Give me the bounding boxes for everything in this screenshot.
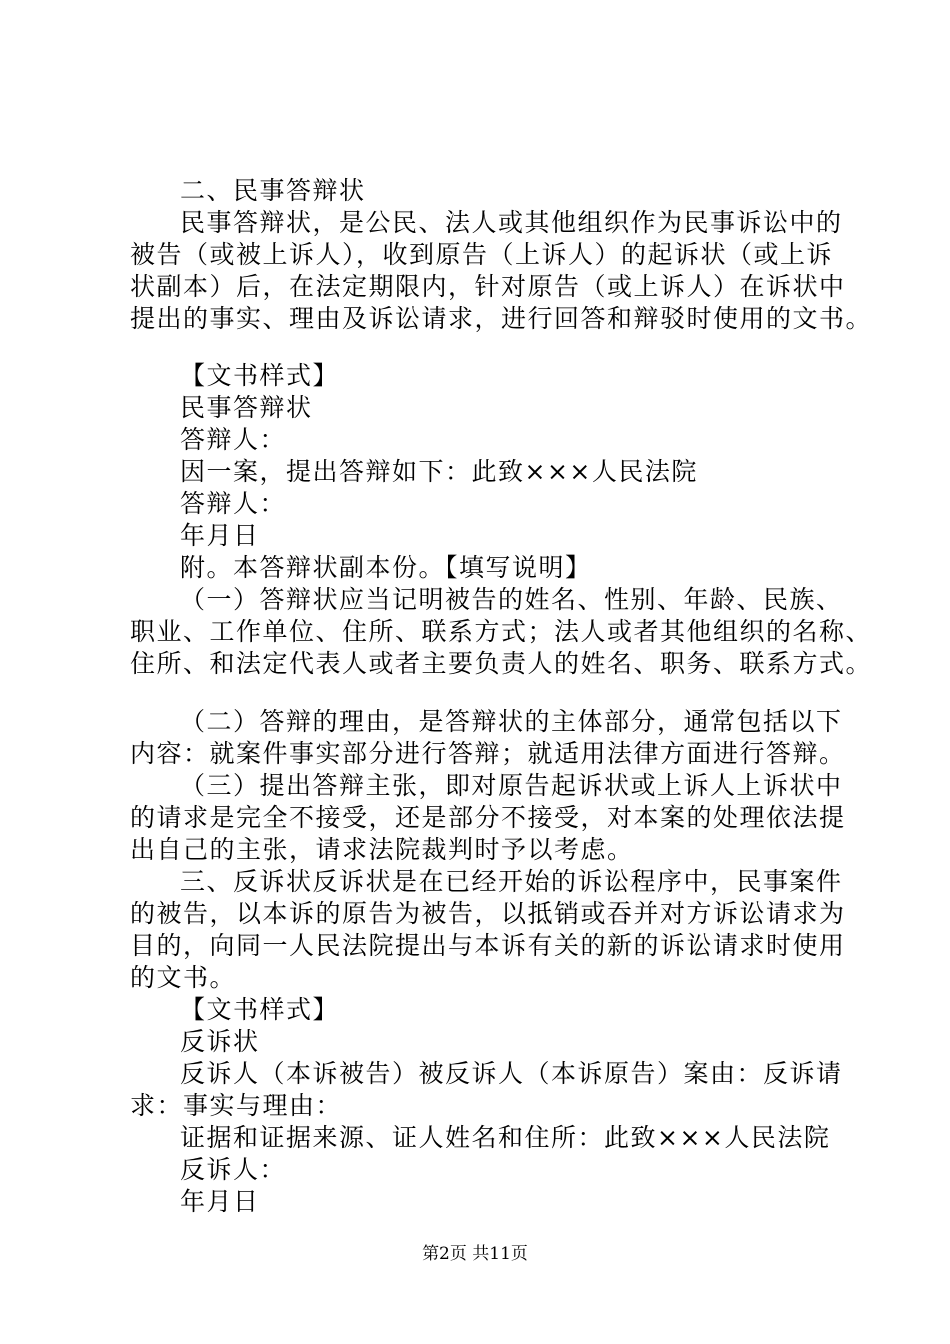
template-field: 因一案，提出答辩如下：此致×××人民法院 [180, 457, 698, 486]
template-field: 附。本答辩状副本份。【填写说明】 [180, 553, 592, 582]
body-line: （三）提出答辩主张，即对原告起诉状或上诉人上诉状中 [180, 771, 843, 800]
body-line: 的被告，以本诉的原告为被告，以抵销或吞并对方诉讼请求为 [130, 899, 846, 928]
template-heading: 【文书样式】 [180, 995, 340, 1024]
body-line: 出自己的主张，请求法院裁判时予以考虑。 [130, 835, 634, 864]
template-field: 反诉人： [180, 1155, 287, 1184]
body-line: 提出的事实、理由及诉讼请求，进行回答和辩驳时使用的文书。 [130, 304, 873, 333]
body-line: 住所、和法定代表人或者主要负责人的姓名、职务、联系方式。 [130, 649, 873, 678]
body-line: 的文书。 [130, 963, 237, 992]
template-field: 答辩人： [180, 489, 287, 518]
template-field: 年月日 [180, 521, 260, 550]
template-field: 求：事实与理由： [130, 1091, 343, 1120]
template-field: 反诉人（本诉被告）被反诉人（本诉原告）案由：反诉请 [180, 1059, 843, 1088]
template-field: 年月日 [180, 1187, 260, 1216]
body-line: 职业、工作单位、住所、联系方式；法人或者其他组织的名称、 [130, 617, 873, 646]
body-line: 被告（或被上诉人），收到原告（上诉人）的起诉状（或上诉 [130, 240, 834, 269]
template-title: 民事答辩状 [180, 393, 313, 422]
body-line: （二）答辩的理由，是答辩状的主体部分，通常包括以下 [180, 707, 843, 736]
body-line: 内容：就案件事实部分进行答辩；就适用法律方面进行答辩。 [130, 739, 846, 768]
template-field: 证据和证据来源、证人姓名和住所：此致×××人民法院 [180, 1123, 831, 1152]
body-line: （一）答辩状应当记明被告的姓名、性别、年龄、民族、 [180, 585, 843, 614]
page-number: 第2页 共11页 [422, 1244, 528, 1264]
template-title: 反诉状 [180, 1027, 260, 1056]
template-field: 答辩人： [180, 425, 287, 454]
template-heading: 【文书样式】 [180, 361, 340, 390]
section-heading-defense: 二、民事答辩状 [180, 176, 366, 205]
body-line: 状副本）后，在法定期限内，针对原告（或上诉人）在诉状中 [130, 272, 846, 301]
body-line: 目的，向同一人民法院提出与本诉有关的新的诉讼请求时使用 [130, 931, 846, 960]
body-line: 的请求是完全不接受，还是部分不接受，对本案的处理依法提 [130, 803, 846, 832]
section-heading-counterclaim: 三、反诉状反诉状是在已经开始的诉讼程序中，民事案件 [180, 867, 843, 896]
body-line: 民事答辩状，是公民、法人或其他组织作为民事诉讼中的 [180, 208, 843, 237]
